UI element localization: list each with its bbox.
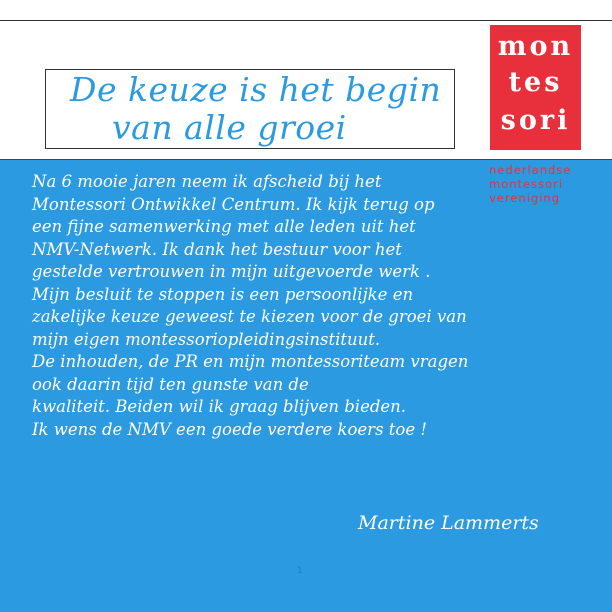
organization-name-line: montessori: [489, 177, 564, 191]
logo-text-line-1: mon: [497, 31, 574, 62]
logo-text-line-3: sori: [500, 105, 571, 136]
title-line-2: van alle groei: [112, 108, 347, 147]
message-line: ook daarin tijd ten gunste van de: [32, 374, 309, 394]
page-number: 1: [297, 566, 303, 576]
signature: Martine Lammerts: [358, 512, 539, 534]
message-line: De inhouden, de PR en mijn montessoriteam vragen: [32, 352, 469, 371]
title-line-1: De keuze is het begin: [70, 70, 442, 109]
message-line: kwaliteit. Beiden wil ik graag blijven bieden.: [32, 397, 407, 416]
message-line: NMV-Netwerk. Ik dank het bestuur voor het: [32, 239, 402, 259]
message-line: Na 6 mooie jaren neem ik afscheid bij het: [32, 172, 382, 191]
montessori-logo: [490, 25, 581, 150]
top-strip: [0, 0, 612, 20]
farewell-message: [32, 171, 592, 441]
title-box: [45, 69, 455, 149]
message-line: een fijne samenwerking met alle leden uit het: [32, 217, 416, 236]
message-line: Montessori Ontwikkel Centrum. Ik kijk terug op: [32, 194, 435, 214]
message-line: gestelde vertrouwen in mijn uitgevoerde werk .: [32, 262, 431, 281]
organization-name-line: nederlandse: [489, 163, 572, 177]
logo-text-line-2: tes: [508, 67, 563, 98]
organization-name-line: vereniging: [489, 191, 560, 205]
message-line: Mijn besluit te stoppen is een persoonlijke en: [32, 284, 414, 304]
message-line: mijn eigen montessoriopleidingsinstituut.: [32, 329, 381, 349]
message-line: Ik wens de NMV een goede verdere koers toe !: [32, 419, 427, 439]
message-line: zakelijke keuze geweest te kiezen voor de groei van: [32, 307, 467, 326]
